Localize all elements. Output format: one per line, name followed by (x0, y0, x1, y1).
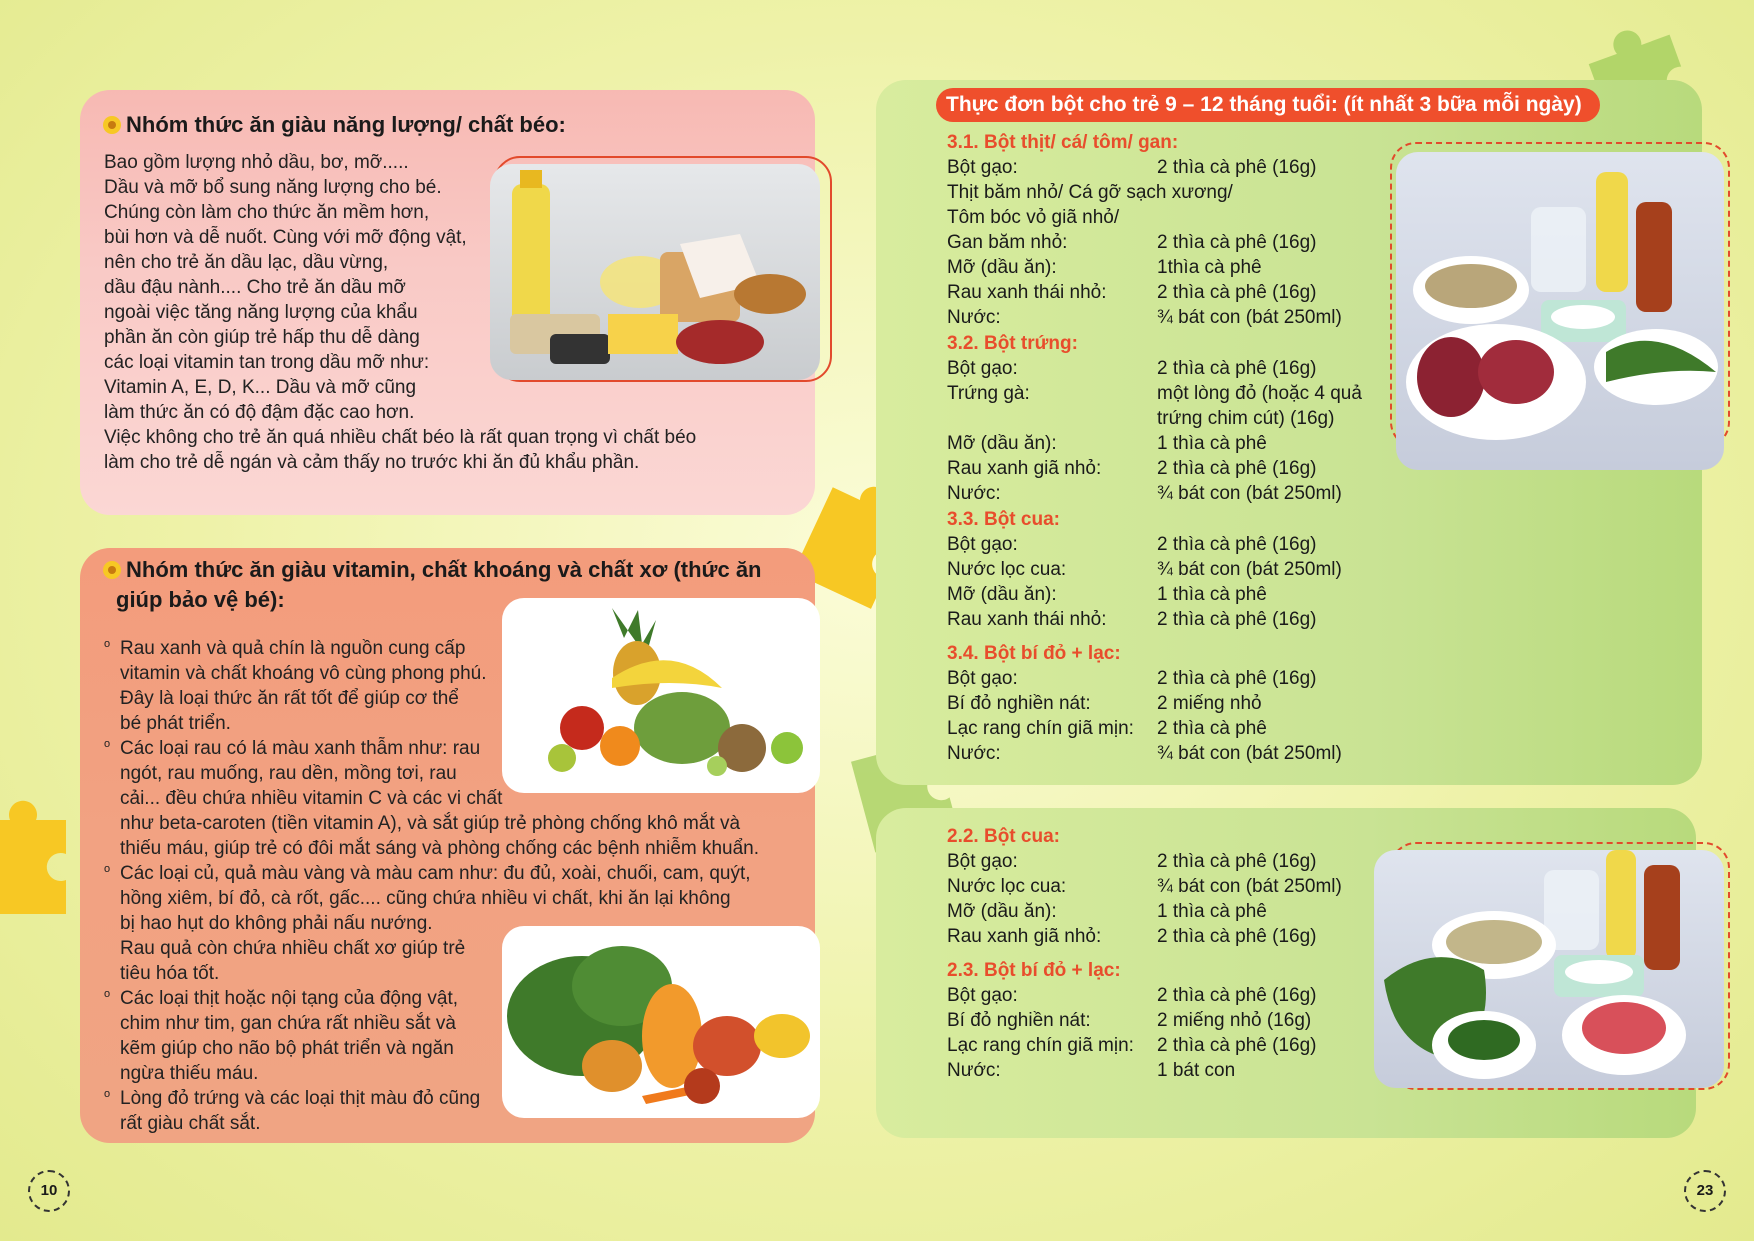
text-line: tiêu hóa tốt. (120, 963, 220, 984)
recipe-row (947, 666, 1387, 691)
recipe-title: 3.1. Bột thịt/ cá/ tôm/ gan: (947, 132, 1179, 153)
vitamin-title-line2: giúp bảo vệ bé): (116, 587, 285, 612)
amount: ¾ bát con (bát 250ml) (1157, 559, 1342, 580)
recipe-row (947, 557, 1387, 582)
recipe-3-1 (947, 130, 1387, 766)
recipe-title: 3.4. Bột bí đỏ + lạc: (947, 643, 1121, 664)
recipe-row (947, 406, 1387, 431)
text-line: vitamin và chất khoáng vô cùng phong phú. (120, 663, 487, 684)
amount: 2 thìa cà phê (16g) (1157, 668, 1317, 689)
recipe-title: 2.2. Bột cua: (947, 826, 1060, 847)
recipe-title: 3.2. Bột trứng: (947, 333, 1078, 354)
ingredient: Trứng gà: (947, 383, 1030, 404)
text-line: bị hao hụt do không phải nấu nướng. (120, 913, 433, 934)
text-line: bùi hơn và dễ nuốt. Cùng với mỡ động vật, (104, 227, 467, 248)
ingredient: Gan băm nhỏ: (947, 232, 1068, 253)
text-line: Đây là loại thức ăn rất tốt để giúp cơ thể (120, 688, 459, 709)
amount: 2 miếng nhỏ (16g) (1157, 1010, 1312, 1031)
sunflower-icon (102, 560, 122, 580)
recipe-row (947, 356, 1387, 381)
list-item (104, 636, 824, 736)
amount: 1 bát con (1157, 1060, 1236, 1081)
recipe-title: 2.3. Bột bí đỏ + lạc: (947, 960, 1121, 981)
ingredient: Nước lọc cua: (947, 559, 1067, 580)
amount: 2 thìa cà phê (16g) (1157, 985, 1317, 1006)
recipe-row (947, 456, 1387, 481)
recipe-row (947, 532, 1387, 557)
recipe-row (947, 691, 1387, 716)
amount: 2 thìa cà phê (16g) (1157, 358, 1317, 379)
amount: 2 thìa cà phê (16g) (1157, 609, 1317, 630)
ingredient: Rau xanh thái nhỏ: (947, 609, 1107, 630)
text-line: o Các loại thịt hoặc nội tạng của động vật, (120, 988, 459, 1009)
ingredient: Rau xanh giã nhỏ: (947, 458, 1102, 479)
ingredient (947, 406, 1157, 431)
amount: 2 thìa cà phê (16g) (1157, 232, 1317, 253)
ingredient: Bí đỏ nghiền nát: (947, 1010, 1091, 1031)
text-line: nên cho trẻ ăn dầu lạc, dầu vừng, (104, 252, 389, 273)
recipe-row (947, 849, 1387, 874)
ingredient: Bột gạo: (947, 358, 1018, 379)
recipe-row (947, 741, 1387, 766)
recipe-row (947, 155, 1387, 180)
ingredient: Bột gạo: (947, 534, 1018, 555)
text-line: Vitamin A, E, D, K... Dầu và mỡ cũng (104, 377, 417, 398)
text-line: dầu đậu nành.... Cho trẻ ăn dầu mỡ (104, 277, 406, 298)
ingredient: Bột gạo: (947, 157, 1018, 178)
ingredient: Mỡ (dầu ăn): (947, 901, 1057, 922)
text-line: Chúng còn làm cho thức ăn mềm hơn, (104, 202, 430, 223)
ingredient: Bí đỏ nghiền nát: (947, 693, 1091, 714)
recipe-2-2 (947, 824, 1387, 1083)
recipe-row (947, 255, 1387, 280)
energy-heading (102, 110, 566, 140)
recipe-row (947, 582, 1387, 607)
list-item (104, 736, 824, 861)
recipe-row (947, 983, 1387, 1008)
amount: ¾ bát con (bát 250ml) (1157, 876, 1342, 897)
recipe-row (947, 1058, 1387, 1083)
recipe-row (947, 607, 1387, 632)
text-line: hồng xiêm, bí đỏ, cà rốt, gấc.... cũng chứa nhiều vi chất, khi ăn lại không (120, 888, 731, 909)
recipe-title: 3.3. Bột cua: (947, 509, 1060, 530)
text-line: o Lòng đỏ trứng và các loại thịt màu đỏ cũng (120, 1088, 481, 1109)
amount: 2 thìa cà phê (16g) (1157, 157, 1317, 178)
text-line: cải... đều chứa nhiều vitamin C và các vi chất (120, 788, 503, 809)
amount: trứng chim cút) (16g) (1157, 408, 1335, 429)
text-line: như beta-caroten (tiền vitamin A), và sắt giúp trẻ phòng chống khô mắt và (120, 813, 741, 834)
ingredient: Bột gạo: (947, 985, 1018, 1006)
text-line: các loại vitamin tan trong dầu mỡ như: (104, 352, 430, 373)
text-line: ngừa thiếu máu. (120, 1063, 259, 1084)
text-line: ngót, rau muống, rau dền, mồng tơi, rau (120, 763, 457, 784)
amount: 2 thìa cà phê (16g) (1157, 534, 1317, 555)
ingredient: Nước: (947, 483, 1001, 504)
meat-ingredients-photo (1396, 152, 1724, 470)
vegetables-photo (502, 926, 820, 1118)
ingredient: Lạc rang chín giã mịn: (947, 1035, 1134, 1056)
recipe-row (947, 924, 1387, 949)
text-line: kẽm giúp cho não bộ phát triển và ngăn (120, 1038, 454, 1059)
amount: ¾ bát con (bát 250ml) (1157, 483, 1342, 504)
text-line: o Các loại rau có lá màu xanh thẫm như: rau (120, 738, 481, 759)
text-line: chim như tim, gan chứa rất nhiều sắt và (120, 1013, 456, 1034)
recipe-row (947, 280, 1387, 305)
recipe-row (947, 1008, 1387, 1033)
amount: 1 thìa cà phê (1157, 433, 1267, 454)
ingredient: Tôm bóc vỏ giã nhỏ/ (947, 207, 1120, 228)
amount: 2 miếng nhỏ (1157, 693, 1262, 714)
page-number-right: 23 (1684, 1170, 1726, 1212)
ingredient: Lạc rang chín giã mịn: (947, 718, 1134, 739)
recipe-row (947, 381, 1387, 406)
amount: 2 thìa cà phê (16g) (1157, 851, 1317, 872)
recipe-row (947, 874, 1387, 899)
amount: một lòng đỏ (hoặc 4 quả (1157, 383, 1362, 404)
ingredient: Nước: (947, 743, 1001, 764)
text-line: rất giàu chất sắt. (120, 1113, 261, 1134)
page-number-left: 10 (28, 1170, 70, 1212)
recipe-row (947, 481, 1387, 506)
crab-ingredients-photo (1374, 850, 1724, 1088)
text-line: o Các loại củ, quả màu vàng và màu cam như: đu đủ, xoài, chuối, cam, quýt, (120, 863, 751, 884)
text-line: phần ăn còn giúp trẻ hấp thu dễ dàng (104, 327, 420, 348)
sunflower-icon (102, 115, 122, 135)
recipe-row (947, 1033, 1387, 1058)
menu-title: Thực đơn bột cho trẻ 9 – 12 tháng tuổi: (ít nhất 3 bữa mỗi ngày) (936, 88, 1600, 122)
puzzle-piece-icon (0, 800, 80, 930)
text-line: Dầu và mỡ bổ sung năng lượng cho bé. (104, 177, 442, 198)
amount: 2 thìa cà phê (16g) (1157, 1035, 1317, 1056)
recipe-row (947, 431, 1387, 456)
ingredient: Bột gạo: (947, 851, 1018, 872)
ingredient: Nước: (947, 307, 1001, 328)
amount: 2 thìa cà phê (16g) (1157, 282, 1317, 303)
ingredient: Mỡ (dầu ăn): (947, 257, 1057, 278)
ingredient: Bột gạo: (947, 668, 1018, 689)
text-line: ngoài việc tăng năng lượng của khẩu (104, 302, 418, 323)
oils-fats-photo (490, 164, 820, 380)
recipe-row (947, 230, 1387, 255)
recipe-row (947, 180, 1387, 205)
ingredient: Nước lọc cua: (947, 876, 1067, 897)
amount: 1 thìa cà phê (1157, 584, 1267, 605)
recipe-row (947, 899, 1387, 924)
ingredient: Nước: (947, 1060, 1001, 1081)
recipe-row (947, 716, 1387, 741)
text-line: làm thức ăn có độ đậm đặc cao hơn. (104, 402, 415, 423)
recipe-row (947, 305, 1387, 330)
text-line: thiếu máu, giúp trẻ có đôi mắt sáng và phòng chống các bệnh nhiễm khuẩn. (120, 838, 760, 859)
text-line: Bao gồm lượng nhỏ dầu, bơ, mỡ..... (104, 152, 409, 173)
vitamin-title-line1: Nhóm thức ăn giàu vitamin, chất khoáng và chất xơ (thức ăn (126, 557, 762, 582)
text-line: bé phát triển. (120, 713, 231, 734)
text-line: Rau quả còn chứa nhiều chất xơ giúp trẻ (120, 938, 466, 959)
amount: 2 thìa cà phê (16g) (1157, 458, 1317, 479)
ingredient: Rau xanh thái nhỏ: (947, 282, 1107, 303)
text-line: o Rau xanh và quả chín là nguồn cung cấp (120, 638, 466, 659)
energy-title: Nhóm thức ăn giàu năng lượng/ chất béo: (126, 112, 566, 137)
text-line: làm cho trẻ dễ ngán và cảm thấy no trước khi ăn đủ khẩu phần. (104, 452, 640, 473)
amount: 2 thìa cà phê (16g) (1157, 926, 1317, 947)
text-line: Việc không cho trẻ ăn quá nhiều chất béo là rất quan trọng vì chất béo (104, 427, 697, 448)
recipe-row (947, 205, 1387, 230)
ingredient: Thịt băm nhỏ/ Cá gỡ sạch xương/ (947, 182, 1233, 203)
amount: 2 thìa cà phê (1157, 718, 1267, 739)
amount: 1 thìa cà phê (1157, 901, 1267, 922)
amount: ¾ bát con (bát 250ml) (1157, 307, 1342, 328)
ingredient: Mỡ (dầu ăn): (947, 584, 1057, 605)
amount: ¾ bát con (bát 250ml) (1157, 743, 1342, 764)
ingredient: Rau xanh giã nhỏ: (947, 926, 1102, 947)
ingredient: Mỡ (dầu ăn): (947, 433, 1057, 454)
amount: 1thìa cà phê (1157, 257, 1262, 278)
